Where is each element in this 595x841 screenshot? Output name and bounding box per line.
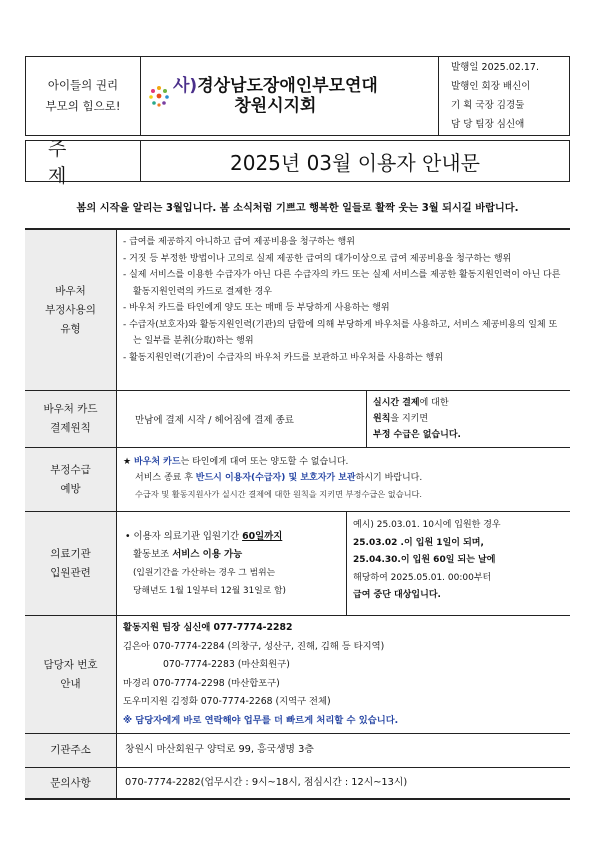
contact-line: 마경리 070-7774-2298 (마산합포구) [123,677,280,689]
hospital-rule [117,512,347,615]
contacts-note: ※ 담당자에게 바로 연락해야 업무를 더 빠르게 처리할 수 있습니다. [123,714,399,726]
title-label: 주 제 [26,141,141,181]
org-name-line-1: 경상남도장애인부모연대 [197,76,378,96]
publisher: 발행인 회장 배신이 [451,81,531,92]
hospital-example-line: 예시) 25.03.01. 10시에 입원한 경우 [353,520,501,530]
header-box [25,56,570,136]
publish-info [439,57,569,135]
label-line: 예방 [60,482,81,495]
row-contacts [25,616,570,734]
prevention-text: 수급자 및 활동지원사가 실시간 결제에 대한 원칙을 지키면 부정수급은 없습니다. [135,489,423,499]
row-inquiry [25,768,570,798]
contact-line: 김은아 070-7774-2284 (의창구, 성산구, 진해, 김해 등 타지역) [123,640,385,652]
label-line: 유형 [60,322,81,335]
inquiry-content [117,768,570,798]
greeting-text: 봄의 시작을 알리는 3월입니다. 봄 소식처럼 기쁘고 행복한 일들로 활짝 웃는 3월 되시길 바랍니다. [76,203,519,214]
contacts-list [117,616,570,733]
row-fraud-types [25,230,570,391]
hospital-example-line: 급여 중단 대상입니다. [353,590,441,600]
hospital-text: • 이용자 의료기관 입원기간 [125,530,243,542]
label-line: 안내 [60,677,81,690]
hospital-example-line: 25.03.02 .이 입원 1일이 되며, [353,537,484,548]
org-logo-icon [147,84,171,108]
row-payment [25,391,570,448]
label-line: 부정수급 [50,463,91,476]
label-address: 기관주소 [25,734,117,767]
hospital-highlight: 서비스 이용 가능 [172,548,243,560]
org-name-line-2: 창원시지회 [234,96,317,116]
payment-note-bold: 부정 수급은 없습니다. [373,430,461,440]
hospital-content [117,512,570,615]
payment-note-text: 에 대한 [419,398,449,408]
inquiry-hours: (업무시간 : 9시~18시, 점심시간 : 12시~13시) [200,776,408,788]
inquiry-phone: 070-7774-2282 [125,776,201,788]
org-block [141,57,439,135]
label-hospital [25,512,117,615]
label-line: 담당자 번호 [43,658,98,671]
row-prevention [25,448,570,512]
payment-note-bold: 실시간 결제 [373,398,420,408]
page-title: 2025년 03월 이용자 안내문 [230,150,480,175]
prevention-highlight: 바우처 카드 [133,457,181,467]
row-hospital [25,512,570,616]
label-prevention [25,448,117,511]
address-text: 창원시 마산회원구 양덕로 99, 흥국생명 3층 [125,744,314,756]
contact-line: 도우미지원 김정화 070-7774-2268 (지역구 전체) [123,696,331,707]
label-line: 입원관련 [50,566,91,579]
contact-line: 070-7774-2283 (마산회원구) [163,659,290,670]
prevention-text: 는 타인에게 대여 또는 양도할 수 없습니다. [180,457,349,467]
label-fraud-types [25,230,117,390]
hospital-text: 활동보조 [133,548,173,560]
hospital-example-line: 해당하여 2025.05.01. 00:00부터 [353,572,492,583]
list-item: - 활동지원인력(기관)이 수급자의 바우처 카드를 보관하고 바우처를 사용하는 행위 [123,352,444,363]
list-item: - 거짓 등 부정한 방법이나 고의로 실제 제공한 급여의 대가이상으로 급여 제공비용을 청구하는 행위 [123,253,512,264]
slogan [26,57,141,135]
hospital-example [347,512,570,615]
label-payment [25,391,117,447]
label-line: 의료기관 [50,547,91,560]
info-table [25,228,570,800]
prevention-text: 하시기 바랍니다. [355,473,423,483]
org-prefix: 사) [173,76,198,96]
prevention-text: 서비스 종료 후 [135,473,196,483]
list-item: - 수급자(보호자)와 활동지원인력(기관)의 담합에 의해 부당하게 바우처를 사용하고, 서비스 제공비용의 일체 또는 일부를 분취(分取)하는 행위 [123,319,558,346]
prevention-highlight: 반드시 이용자(수급자) 및 보호자가 보관 [195,473,356,483]
label-inquiry: 문의사항 [25,768,117,798]
hospital-text: 당해년도 1월 1일부터 12월 31일로 함) [133,585,286,596]
payment-note-bold: 원칙 [373,414,391,424]
slogan-line-2: 부모의 힘으로! [45,99,121,113]
hospital-text: (입원기간을 가산하는 경우 그 범위는 [133,567,276,578]
label-line: 바우처 [55,284,86,297]
prevention-content [117,448,570,511]
org-name [173,76,378,116]
label-contacts [25,616,117,733]
contact-line: 활동지원 팀장 심신애 077-7774-2282 [123,622,293,633]
hospital-example-line: 25.04.30.이 입원 60일 되는 날에 [353,555,496,565]
title-bar [25,138,570,187]
payment-note [367,391,570,447]
payment-note-text: 을 지키면 [390,414,429,424]
label-line: 부정사용의 [45,303,96,316]
list-item: - 급여를 제공하지 아니하고 급여 제공비용을 청구하는 행위 [123,237,355,247]
row-address [25,734,570,768]
manager: 담 당 팀장 심신애 [451,119,525,130]
label-line: 바우처 카드 [43,403,98,415]
fraud-types-list [117,230,570,390]
payment-content [117,391,570,447]
list-item: - 실제 서비스를 이용한 수급자가 아닌 다른 수급자의 카드 또는 실제 서비스를 제공한 활동지원인력이 아닌 다른 활동지원인력의 카드로 결제한 경우 [123,270,561,297]
hospital-highlight: 60일까지 [242,530,283,542]
planner: 기 획 국장 김경둘 [451,100,525,111]
list-item: - 바우처 카드를 타인에게 양도 또는 매매 등 부당하게 사용하는 행위 [123,303,390,313]
slogan-line-1: 아이들의 권리 [47,78,119,92]
publish-date: 발행일 2025.02.17. [451,62,539,73]
star-icon: ★ [123,457,132,467]
label-line: 결제원칙 [50,422,91,434]
payment-principle: 만남에 결제 시작 / 헤어짐에 결제 종료 [117,391,367,447]
